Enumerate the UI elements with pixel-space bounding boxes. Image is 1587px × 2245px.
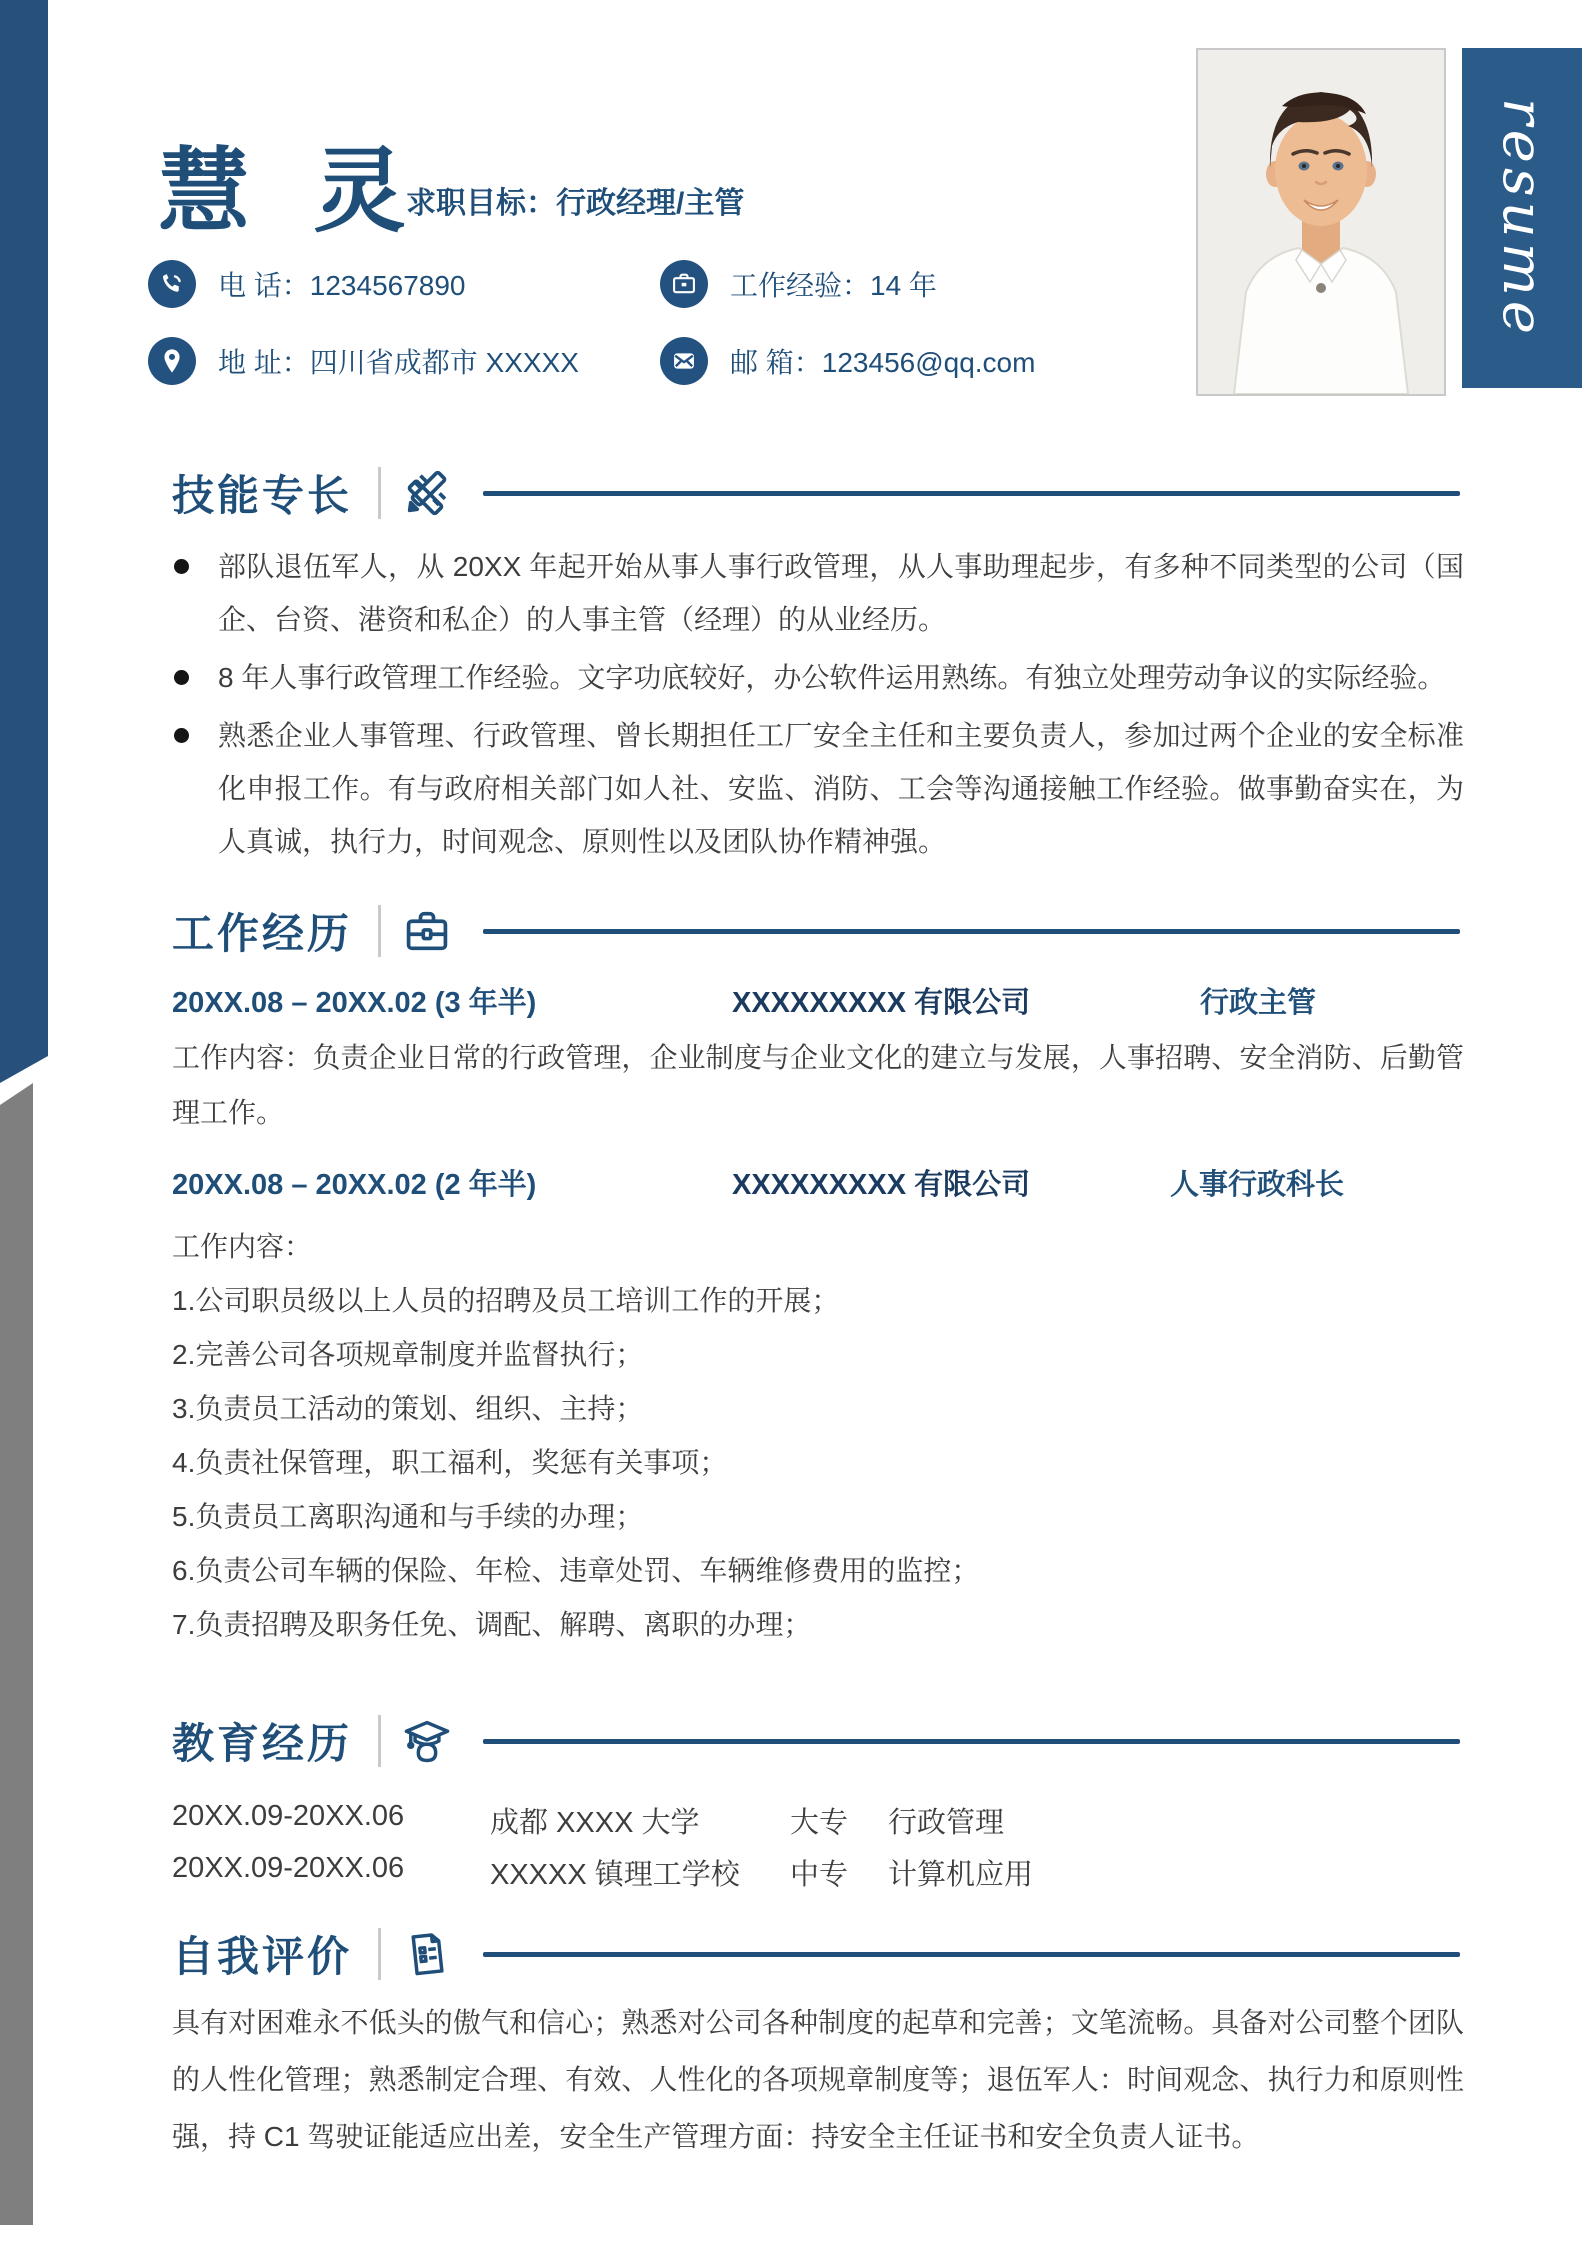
- job2-header-row: [172, 1162, 1460, 1203]
- edu2-period: 20XX.09-20XX.06: [172, 1852, 405, 1884]
- left-ribbon-blue: [0, 0, 48, 1083]
- job2-company: XXXXXXXXX 有限公司: [732, 1169, 1031, 1201]
- skill-bullet: 部队退伍军人，从 20XX 年起开始从事人事行政管理，从人事助理起步，有多种不同类型的公司（国企、台资、港资和私企）的人事主管（经理）的从业经历。: [172, 540, 1464, 646]
- portrait-illustration: [1198, 50, 1444, 394]
- left-ribbon-gray-shadow: [0, 1083, 33, 2225]
- title-divider-bar: [378, 467, 381, 519]
- evaluation-title: 自我评价: [172, 1933, 353, 1980]
- skills-title: 技能专长: [172, 472, 353, 519]
- contact-address: [148, 337, 579, 385]
- job2-duty: 6.负责公司车辆的保险、年检、违章处罚、车辆维修费用的监控；: [172, 1555, 980, 1586]
- job2-duty: 1.公司职员级以上人员的招聘及员工培训工作的开展；: [172, 1285, 840, 1316]
- contact-address-text: 地 址：四川省成都市 XXXXX: [218, 347, 579, 378]
- title-divider-bar: [378, 1928, 381, 1980]
- evaluation-paragraph: 具有对困难永不低头的傲气和信心；熟悉对公司各种制度的起草和完善；文笔流畅。具备对公司整个团队的人性化管理；熟悉制定合理、有效、人性化的各项规章制度等；退伍军人：时间观念、执行力和原则性强，持 C1 驾驶证能适应出差，安全生产管理方面：持安全主任证书和安全负责人证书。: [172, 2007, 1464, 2152]
- job1-header-row: [172, 980, 1460, 1021]
- pencil-ruler-icon: [401, 467, 453, 519]
- job2-duty: 2.完善公司各项规章制度并监督执行；: [172, 1339, 644, 1370]
- skill-bullet: 8 年人事行政管理工作经验。文字功底较好，办公软件运用熟练。有独立处理劳动争议的实际经验。: [172, 651, 1464, 704]
- location-icon: [148, 337, 196, 385]
- contact-experience: [660, 260, 937, 308]
- job1-company: XXXXXXXXX 有限公司: [732, 987, 1031, 1019]
- job1-description: 工作内容：负责企业日常的行政管理，企业制度与企业文化的建立与发展，人事招聘、安全消防、后勤管理工作。: [172, 1042, 1464, 1128]
- graduation-cap-icon: [401, 1715, 453, 1767]
- job2-duty: 5.负责员工离职沟通和与手续的办理；: [172, 1501, 644, 1532]
- edu2-degree: 中专: [790, 1859, 849, 1891]
- job2-desc-label: 工作内容：: [172, 1231, 313, 1262]
- contact-experience-text: 工作经验：14 年: [730, 270, 937, 301]
- education-row: [172, 1800, 1460, 1841]
- contact-phone-text: 电 话：1234567890: [218, 270, 466, 301]
- skills-list: [172, 540, 1464, 873]
- edu1-school: 成都 XXXX 大学: [490, 1807, 700, 1839]
- edu1-major: 行政管理: [888, 1807, 1005, 1839]
- job2-position: 人事行政科长: [1170, 1169, 1345, 1201]
- document-list-icon: [401, 1928, 453, 1980]
- section-divider-line: [483, 491, 1460, 496]
- education-title: 教育经历: [172, 1720, 353, 1767]
- work-title: 工作经历: [172, 910, 353, 957]
- section-header-evaluation: [172, 1925, 1460, 1983]
- section-divider-line: [483, 1952, 1460, 1957]
- candidate-name: 慧 灵: [158, 141, 408, 243]
- section-divider-line: [483, 1739, 1460, 1744]
- title-divider-bar: [378, 905, 381, 957]
- briefcase-outline-icon: [401, 905, 453, 957]
- edu1-period: 20XX.09-20XX.06: [172, 1800, 405, 1832]
- title-divider-bar: [378, 1715, 381, 1767]
- contact-phone: [148, 260, 466, 308]
- resume-banner-text: resume: [1489, 97, 1555, 339]
- section-divider-line: [483, 929, 1460, 934]
- job2-duty: 7.负责招聘及职务任免、调配、解聘、离职的办理；: [172, 1609, 812, 1640]
- edu2-school: XXXXX 镇理工学校: [490, 1859, 740, 1891]
- education-row: [172, 1852, 1460, 1893]
- briefcase-icon: [660, 260, 708, 308]
- job2-duty: 3.负责员工活动的策划、组织、主持；: [172, 1393, 644, 1424]
- resume-banner: [1462, 48, 1582, 388]
- job1-period: 20XX.08 – 20XX.02 (3 年半): [172, 987, 537, 1019]
- section-header-skills: [172, 464, 1460, 522]
- job-objective: 求职目标：行政经理/主管: [406, 187, 745, 220]
- phone-icon: [148, 260, 196, 308]
- mail-icon: [660, 337, 708, 385]
- portrait-photo: [1196, 48, 1446, 396]
- section-header-work: [172, 902, 1460, 960]
- job2-duty: 4.负责社保管理，职工福利，奖惩有关事项；: [172, 1447, 728, 1478]
- contact-email-text: 邮 箱：123456@qq.com: [730, 347, 1036, 378]
- contact-email: [660, 337, 1035, 385]
- job1-position: 行政主管: [1200, 987, 1317, 1019]
- job2-duty-list: [172, 1220, 1464, 1652]
- section-header-education: [172, 1712, 1460, 1770]
- edu1-degree: 大专: [790, 1807, 849, 1839]
- job2-period: 20XX.08 – 20XX.02 (2 年半): [172, 1169, 537, 1201]
- skill-bullet: 熟悉企业人事管理、行政管理、曾长期担任工厂安全主任和主要负责人，参加过两个企业的安全标准化申报工作。有与政府相关部门如人社、安监、消防、工会等沟通接触工作经验。做事勤奋实在，为人真诚，执行力，时间观念、原则性以及团队协作精神强。: [172, 709, 1464, 868]
- edu2-major: 计算机应用: [888, 1859, 1034, 1891]
